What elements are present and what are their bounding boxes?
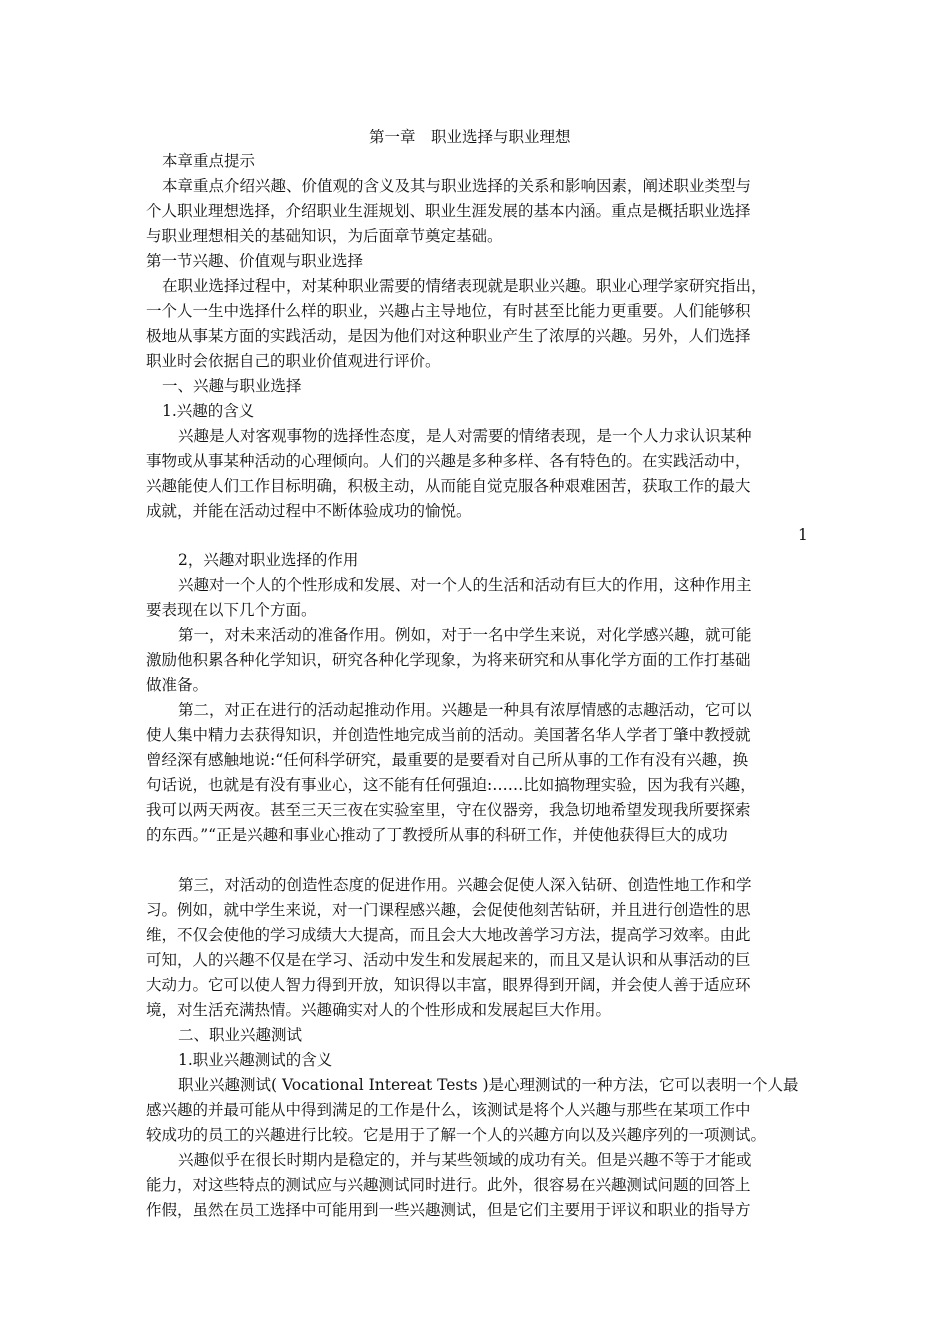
section-heading: 1.兴趣的含义: [162, 402, 255, 420]
text-line: 职业时会依据自己的职业价值观进行评价。: [146, 352, 441, 370]
text-line: 事物或从事某种活动的心理倾向。人们的兴趣是多种多样、各有特色的。在实践活动中，: [146, 452, 751, 470]
text-line: 极地从事某方面的实践活动，是因为他们对这种职业产生了浓厚的兴趣。另外，人们选择: [146, 327, 751, 345]
text-line: 较成功的员工的兴趣进行比较。它是用于了解一个人的兴趣方向以及兴趣序列的一项测试。: [146, 1126, 767, 1144]
section-heading: 本章重点提示: [162, 152, 256, 170]
text-line: 激励他积累各种化学知识，研究各种化学现象，为将来研究和从事化学方面的工作打基础: [146, 651, 751, 669]
text-line: 本章重点介绍兴趣、价值观的含义及其与职业选择的关系和影响因素，阐述职业类型与: [162, 177, 752, 195]
text-line: 个人职业理想选择，介绍职业生涯规划、职业生涯发展的基本内涵。重点是概括职业选择: [146, 202, 751, 220]
text-line: 成就，并能在活动过程中不断体验成功的愉悦。: [146, 502, 472, 520]
text-line: 一个人一生中选择什么样的职业，兴趣占主导地位，有时甚至比能力更重要。人们能够积: [146, 302, 751, 320]
text-line: 作假，虽然在员工选择中可能用到一些兴趣测试，但是它们主要用于评议和职业的指导方: [146, 1201, 751, 1219]
section-heading: 一、兴趣与职业选择: [162, 377, 302, 395]
text-line: 境，对生活充满热情。兴趣确实对人的个性形成和发展起巨大作用。: [146, 1001, 612, 1019]
text-line: 职业兴趣测试( Vocational Intereat Tests )是心理测试的一种方法，它可以表明一个人最: [178, 1076, 799, 1094]
text-line: 的东西。”“正是兴趣和事业心推动了丁教授所从事的科研工作，并使他获得巨大的成功: [146, 826, 728, 844]
section-heading: 第一节兴趣、价值观与职业选择: [146, 252, 364, 270]
text-line: 曾经深有感触地说:“任何科学研究，最重要的是要看对自己所从事的工作有没有兴趣，换: [146, 751, 749, 769]
text-line: 感兴趣的并最可能从中得到满足的工作是什么，该测试是将个人兴趣与那些在某项工作中: [146, 1101, 751, 1119]
text-line: 习。例如，就中学生来说，对一门课程感兴趣，会促使他刻苦钻研，并且进行创造性的思: [146, 901, 751, 919]
text-line: 与职业理想相关的基础知识，为后面章节奠定基础。: [146, 227, 503, 245]
text-line: 兴趣是人对客观事物的选择性态度，是人对需要的情绪表现，是一个人力求认识某种: [178, 427, 752, 445]
text-line: 兴趣似乎在很长时期内是稳定的，并与某些领域的成功有关。但是兴趣不等于才能或: [178, 1151, 752, 1169]
text-line: 我可以两天两夜。甚至三天三夜在实验室里，守在仪器旁，我急切地希望发现我所要探索: [146, 801, 751, 819]
text-line: 大动力。它可以使人智力得到开放，知识得以丰富，眼界得到开阔，并会使人善于适应环: [146, 976, 751, 994]
text-line: 在职业选择过程中，对某种职业需要的情绪表现就是职业兴趣。职业心理学家研究指出，: [162, 277, 767, 295]
section-heading: 二、职业兴趣测试: [178, 1026, 303, 1044]
section-heading: 1.职业兴趣测试的含义: [178, 1051, 333, 1069]
text-line: 要表现在以下几个方面。: [146, 601, 317, 619]
text-line: 第三，对活动的创造性态度的促进作用。兴趣会促使人深入钻研、创造性地工作和学: [178, 876, 752, 894]
text-line: 第二，对正在进行的活动起推动作用。兴趣是一种具有浓厚情感的志趣活动，它可以: [178, 701, 752, 719]
text-line: 可知，人的兴趣不仅是在学习、活动中发生和发展起来的，而且又是认识和从事活动的巨: [146, 951, 751, 969]
section-heading: 2，兴趣对职业选择的作用: [178, 551, 359, 569]
text-line: 做准备。: [146, 676, 209, 694]
text-line: 句话说，也就是有没有事业心，这不能有任何强迫:……比如搞物理实验，因为我有兴趣，: [146, 776, 756, 794]
text-line: 维，不仅会使他的学习成绩大大提高，而且会大大地改善学习方法，提高学习效率。由此: [146, 926, 751, 944]
text-line: 兴趣对一个人的个性形成和发展、对一个人的生活和活动有巨大的作用，这种作用主: [178, 576, 752, 594]
page-number: 1: [798, 526, 808, 544]
text-line: 使人集中精力去获得知识，并创造性地完成当前的活动。美国著名华人学者丁肇中教授就: [146, 726, 751, 744]
text-line: 能力，对这些特点的测试应与兴趣测试同时进行。此外，很容易在兴趣测试问题的回答上: [146, 1176, 751, 1194]
text-line: 兴趣能使人们工作目标明确，积极主动，从而能自觉克服各种艰难困苦，获取工作的最大: [146, 477, 751, 495]
text-line: 第一，对未来活动的准备作用。例如，对于一名中学生来说，对化学感兴趣，就可能: [178, 626, 752, 644]
chapter-title: 第一章 职业选择与职业理想: [369, 128, 571, 146]
